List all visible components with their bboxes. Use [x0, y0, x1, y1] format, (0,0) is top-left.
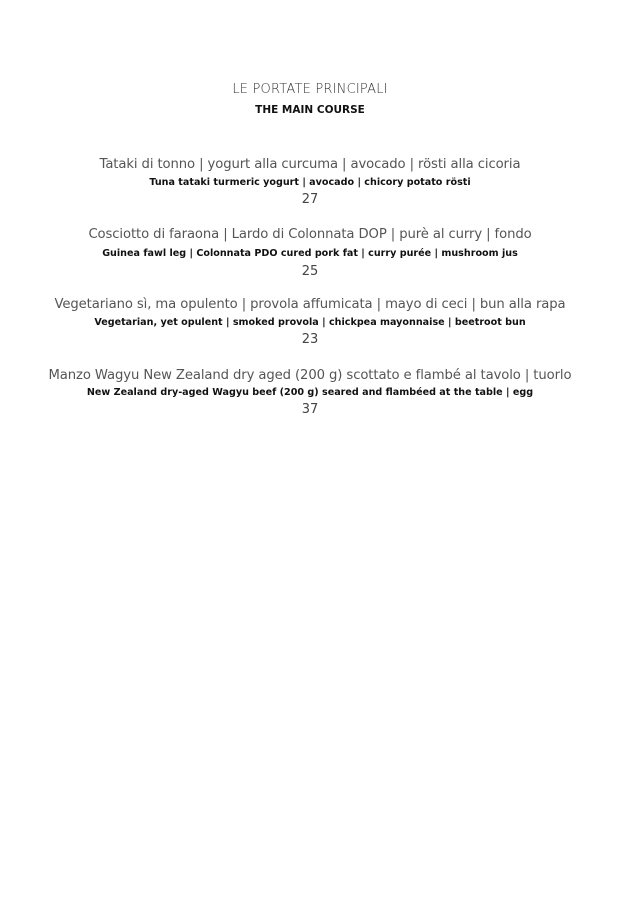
dish-price: 27: [301, 192, 319, 207]
dish-english: Vegetarian, yet opulent | smoked provola | chickpea mayonnaise | beetroot bun: [94, 317, 526, 328]
dish-price: 23: [301, 332, 319, 347]
dish-price: 37: [301, 402, 319, 417]
dish-italian: Vegetariano sì, ma opulento | provola affumicata | mayo di ceci | bun alla rapa: [54, 297, 566, 312]
dish-italian: Manzo Wagyu New Zealand dry aged (200 g) scottato e flambé al tavolo | tuorlo: [48, 368, 572, 383]
menu-subtitle: THE MAIN COURSE: [255, 104, 365, 116]
dish-italian: Cosciotto di faraona | Lardo di Colonnata DOP | purè al curry | fondo: [88, 227, 532, 242]
dish-english: New Zealand dry-aged Wagyu beef (200 g) seared and flambéed at the table | egg: [86, 387, 534, 398]
dish-italian: Tataki di tonno | yogurt alla curcuma | avocado | rösti alla cicoria: [99, 157, 521, 172]
dish-english: Guinea fawl leg | Colonnata PDO cured pork fat | curry purée | mushroom jus: [102, 248, 518, 259]
dish-price: 25: [301, 264, 319, 279]
dish-english: Tuna tataki turmeric yogurt | avocado | chicory potato rösti: [149, 177, 471, 188]
menu-title: LE PORTATE PRINCIPALI: [232, 82, 388, 97]
